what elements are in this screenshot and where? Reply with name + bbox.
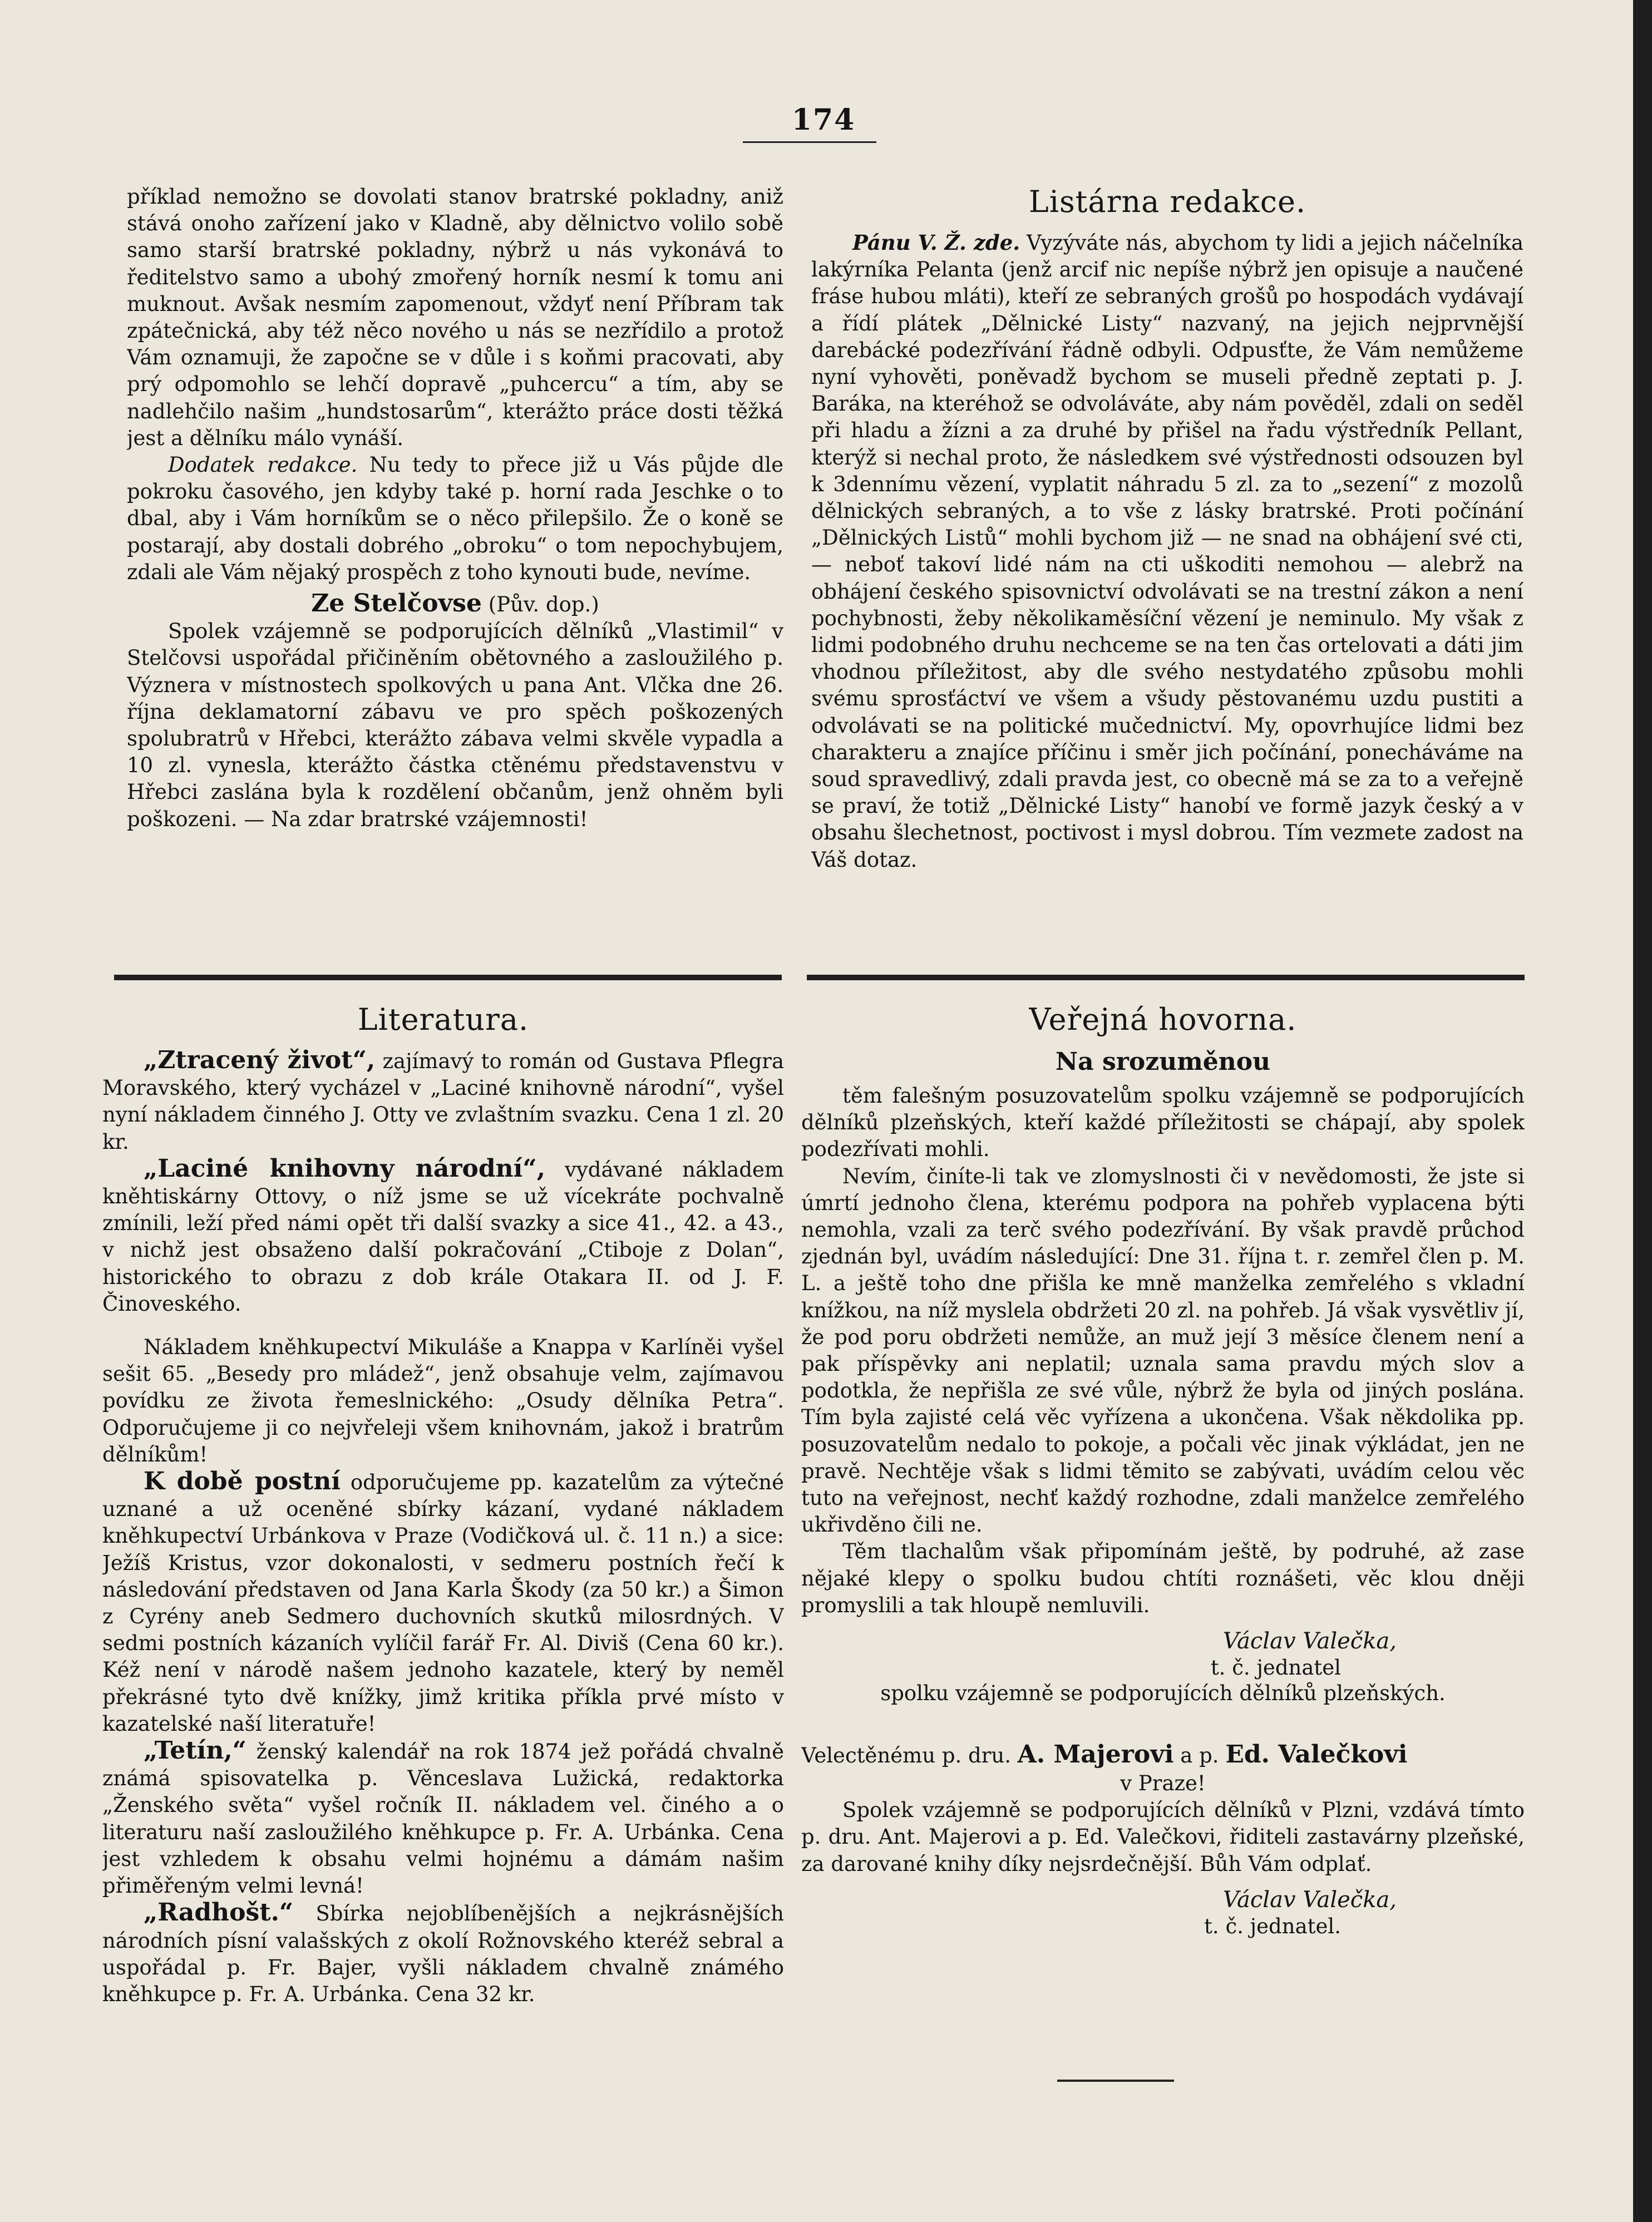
listarna-paragraph xyxy=(811,229,1523,873)
hovorna-paragraph-2: Těm tlachalům však připomínám ještě, by podruhé, až zase nějaké klepy o spolku budou chtíti roznášeti, věc klou dněji promyslili a tak hloupě nemluvili. xyxy=(801,1539,1525,1617)
editorial-addendum-text: Nu tedy to přece již u Vás půjde dle pokroku časového, jen kdyby také p. horní rada Jeschke o to dbal, aby i Vám horníkům se o něco přilepšilo. Že o koně se postarají, aby dostali dobrého „obroku“ o tom nepochybujem, zdali ale Vám nějaký prospěch z toho kynouti bude, nevíme. xyxy=(127,453,783,584)
literatura-title: Literatura. xyxy=(357,1002,529,1037)
thanks-address-pre: Velectěnému p. dru. xyxy=(801,1744,1012,1768)
closing-rule xyxy=(1057,2080,1174,2082)
literatura-item-2-title: „Laciné knihovny národní“, xyxy=(144,1154,546,1183)
thanks-text: Spolek vzájemně se podporujících dělníků v Plzni, vzdává tímto p. dru. Ant. Majerovi a p. Ed. Valečkovi, řiditeli zastavárny plzeňské, za darované knihy díky nejsrdečnější. Bůh Vám odplať. xyxy=(801,1798,1525,1876)
thanks-address xyxy=(801,1740,1525,1770)
signature-1-title: t. č. jednatel xyxy=(1210,1656,1341,1680)
literatura-item-4 xyxy=(102,1468,784,1737)
literatura-item-1-title: „Ztracený život“, xyxy=(144,1046,376,1074)
literatura-item-5 xyxy=(102,1737,784,1899)
thanks-address-mid: a p. xyxy=(1180,1744,1219,1768)
literatura-item-5-text: ženský kalendář na rok 1874 jež pořádá chvalně známá spisovatelka p. Věnceslava Lužická, redaktorka „Ženského světa“ vyšel ročník II. nákladem vel. činého a o literaturu naší zasloužilého kněhkupce p. Fr. A. Urbánka. Cena jest vzhledem k obsahu velmi hojnému a dámám našim přiměřeným velmi levná! xyxy=(102,1740,784,1898)
signature-1-org: spolku vzájemně se podporujících dělníků plzeňských. xyxy=(880,1681,1446,1706)
signature-2-title: t. č. jednatel. xyxy=(1204,1914,1341,1938)
mining-letter-paragraph: příklad nemožno se dovolati stanov bratrské pokladny, aniž stává onoho zařízení jako v Kladně, aby dělnictvo volilo sobě samo starší bratrské pokladny, nýbrž u nás vykonává to ředitelstvo samo a ubohý zmořený horník nesmí k tomu ani muknout. Avšak nesmím zapomenout, vždyť není Příbram tak zpátečnická, aby též něco nového u nás se nezřídilo a protož Vám oznamuji, že započne se v důle i s koňmi pracovati, aby prý odpomohlo se lehčí dopravě „puhcercu“ a tím, aby se nadlehčilo našim „hundstosarům“, kterážto práce dosti těžká jest a dělníku málo vynáší. xyxy=(127,185,783,450)
hovorna-subtitle: Na srozuměnou xyxy=(1055,1048,1271,1076)
editorial-addendum xyxy=(127,452,783,586)
literatura-item-3: Nákladem kněhkupectví Mikuláše a Knappa v Karlíněi vyšel sešit 65. „Besedy pro mládež“, jenž obsahuje velm, zajímavou povídku ze života řemeslnického: „Osudy dělníka Petra“. Odporučujeme ji co nejvřeleji všem knihovnám, jakož i bratrům dělníkům! xyxy=(102,1335,784,1466)
editorial-addendum-label: Dodatek redakce. xyxy=(168,453,358,477)
literatura-item-2-text: vydávané nákladem kněhtiskárny Ottovy, o níž jsme se už vícekráte pochvalně zmínili, leží před námi opět tři další svazky a sice 41., 42. a 43., v nichž jest obsaženo další pokračování „Ctiboje z Dolan“, historického to obrazu z dob krále Otakara II. od J. F. Činoveského. xyxy=(102,1157,784,1316)
left-divider xyxy=(114,975,782,980)
stelcovse-heading xyxy=(127,590,783,618)
literatura-item-4-title: K době postní xyxy=(144,1467,341,1496)
literatura-item-2 xyxy=(102,1156,784,1317)
literatura-section xyxy=(102,1001,784,2106)
hovorna-paragraph-1: Nevím, činíte-li tak ve zlomyslnosti či v nevědomosti, že jste si úmrtí jednoho člena, kterému podpora na pohřeb vyplacena býti nemohla, vzali za terč svého podezřívání. By však pravdě průchod zjednán byl, uvádím následující: Dne 31. října t. r. zemřel člen p. M. L. a ještě toho dne přišla ke mně manželka zemřelého s vkladní knížkou, na níž myslela obdržeti 20 zl. na pohřeb. Já však vysvětliv jí, že pod poru obdržeti nemůže, an muž její 3 měsíce členem není a pak příspěvky ani neplatil; uznala sama pravdu mých slov a podotkla, že nepřišla ze své vůle, nýbrž že byla od jiných poslána. Tím byla zajisté celá věc vyřízena a ukončena. Však někdolika pp. posuzovatelům nedalo to pokoje, a počali věc jinak výkládat, jen ne pravě. Nechtěje však s lidmi těmito se zabývati, uvádím celou věc tuto na veřejnost, nechť každý rozhodne, zdali manželce zemřelého ukřivděno čili ne. xyxy=(801,1164,1525,1537)
thanks-address-name-2: Ed. Valečkovi xyxy=(1225,1740,1408,1769)
hovorna-title: Veřejná hovorna. xyxy=(1029,1002,1297,1037)
listarna-text: Vyzýváte nás, abychom ty lidi a jejich náčelníka lakýrníka Pelanta (jenž arcif nic nepíše nýbrž jen opisuje a naučené fráse hubou mláti), kteří ze sebraných grošů po hospodách vydávají a řídí plátek „Dělnické Listy“ nazvaný, na jejich nejprvnější darebácké podezřívání řádně odbyli. Odpusťte, že Vám nemůžeme nyní vyhověti, poněvadž bychom se museli předně zeptati p. J. Baráka, na kteréhož se odvoláváte, aby nám pověděl, zdali on seděl při hladu a žízni a za druhé by přišel na řadu výstředník Pellant, kterýž si nechal proto, že následkem své výstřednosti odsouzen byl k 3dennímu vězení, vyplatit náhradu 5 zl. za to „sezení“ z mozolů dělnických sebraných, a to vše z lásky bratrské. Proti počínání „Dělnických Listů“ mohli bychom již — ne snad na obhájení své cti, — neboť takoví lidé nám na cti uškoditi nemohou — alebrž na obhájení českého spisovnictví odvolávati se na trestní zákon a není pochybnosti, žeby několikaměsíční vězení je neminulo. My však z lidmi podobného druhu nechceme se na ten čas ortelovati a dáti jim vhodnou příležitost, aby dle svého nestydatého způsobu mohli svému sprosťáctví ve všem a všudy pěstovanému uzdu pustiti a odvolávati se na politické mučednictví. My, opovrhujíce lidmi bez charakteru a znajíce příčinu i směr jich počínání, ponecháváme na soud spravedlivý, zdali pravda jest, co obecně má se za to a veřejně se praví, že totiž „Dělnické Listy“ hanobí ve formě jazyk český a v obsahu šlechetnost, poctivost i mysl dobrou. Tím vezmete zadost na Váš dotaz. xyxy=(811,231,1523,872)
listarna-section xyxy=(811,184,1523,985)
hovorna-section xyxy=(801,1001,1525,2092)
literatura-item-6-text: Sbírka nejoblíbenějších a nejkrásnějších národních písní valašských z okolí Rožnovského kteréž sebral a uspořádal p. Fr. Bajer, vyšli nákladem chvalně známého kněhkupce p. Fr. A. Urbánka. Cena 32 kr. xyxy=(102,1902,784,2006)
literatura-item-6-title: „Radhošt.“ xyxy=(144,1898,294,1927)
hovorna-intro: těm falešným posuzovatelům spolku vzájemně se podporujících dělníků plzeňských, kteří každé příležitosti se chápají, aby spolek podezřívati mohli. xyxy=(801,1084,1525,1162)
signature-1-name: Václav Valečka, xyxy=(1222,1628,1397,1655)
thanks-city: v Praze! xyxy=(1120,1771,1206,1796)
listarna-title: Listárna redakce. xyxy=(1028,184,1306,219)
literatura-item-4-text: odporučujeme pp. kazatelům za výtečné uznané a už oceněné sbírky kázaní, vydané nákladem kněhkupectví Urbánkova v Praze (Vodičková ul. č. 11 n.) a sice: Ježíš Kristus, vzor dokonalosti, v sedmeru postních řečí k následování představen od Jana Karla Škody (za 50 kr.) a Šimon z Cyrény aneb Sedmero duchovních skutků milosrdných. V sedmi postních kázaních vylíčil farář Fr. Al. Diviš (Cena 60 kr.). Kéž není v národě našem jednoho kazatele, který by neměl překrásné tyto dvě knížky, jimž kritika příkla prvé místo v kazatelské naší literatuře! xyxy=(102,1470,784,1736)
thanks-address-name-1: A. Majerovi xyxy=(1017,1740,1174,1769)
stelcovse-paragraph: Spolek vzájemně se podporujících dělníků „Vlastimil“ v Stelčovsi uspořádal přičiněním obětovného a zasloužilého p. Význera v místnostech spolkových u pana Ant. Vlčka dne 26. října deklamatorní zábavu ve pro spěch poškozených spolubratrů v Hřebci, kterážto zábava velmi skvěle vypadla a 10 zl. vynesla, kterážto částka ctěnému představenstvu v Hřebci zaslána byla k rozdělení občanům, jenž ohněm byli poškozeni. — Na zdar bratrské vzájemnosti! xyxy=(127,619,783,831)
page-number-rule xyxy=(743,141,876,143)
literatura-item-6 xyxy=(102,1899,784,2008)
listarna-addressee: Pánu V. Ž. zde. xyxy=(852,230,1020,255)
literatura-item-5-title: „Tetín,“ xyxy=(144,1736,246,1765)
left-column-top xyxy=(127,184,783,974)
scan-edge xyxy=(1633,0,1652,2222)
literatura-item-1-text: zajímavý to román od Gustava Pflegra Moravského, který vycházel v „Laciné knihovně národní“, vyšel nyní nákladem činného J. Otty ve zvlaštním svazku. Cena 1 zl. 20 kr. xyxy=(102,1049,784,1154)
stelcovse-note: (Pův. dop.) xyxy=(488,592,599,617)
stelcovse-title: Ze Stelčovse xyxy=(311,589,482,618)
signature-2-name: Václav Valečka, xyxy=(1222,1887,1397,1913)
literatura-item-1 xyxy=(102,1047,784,1156)
page-number: 174 xyxy=(791,103,856,137)
